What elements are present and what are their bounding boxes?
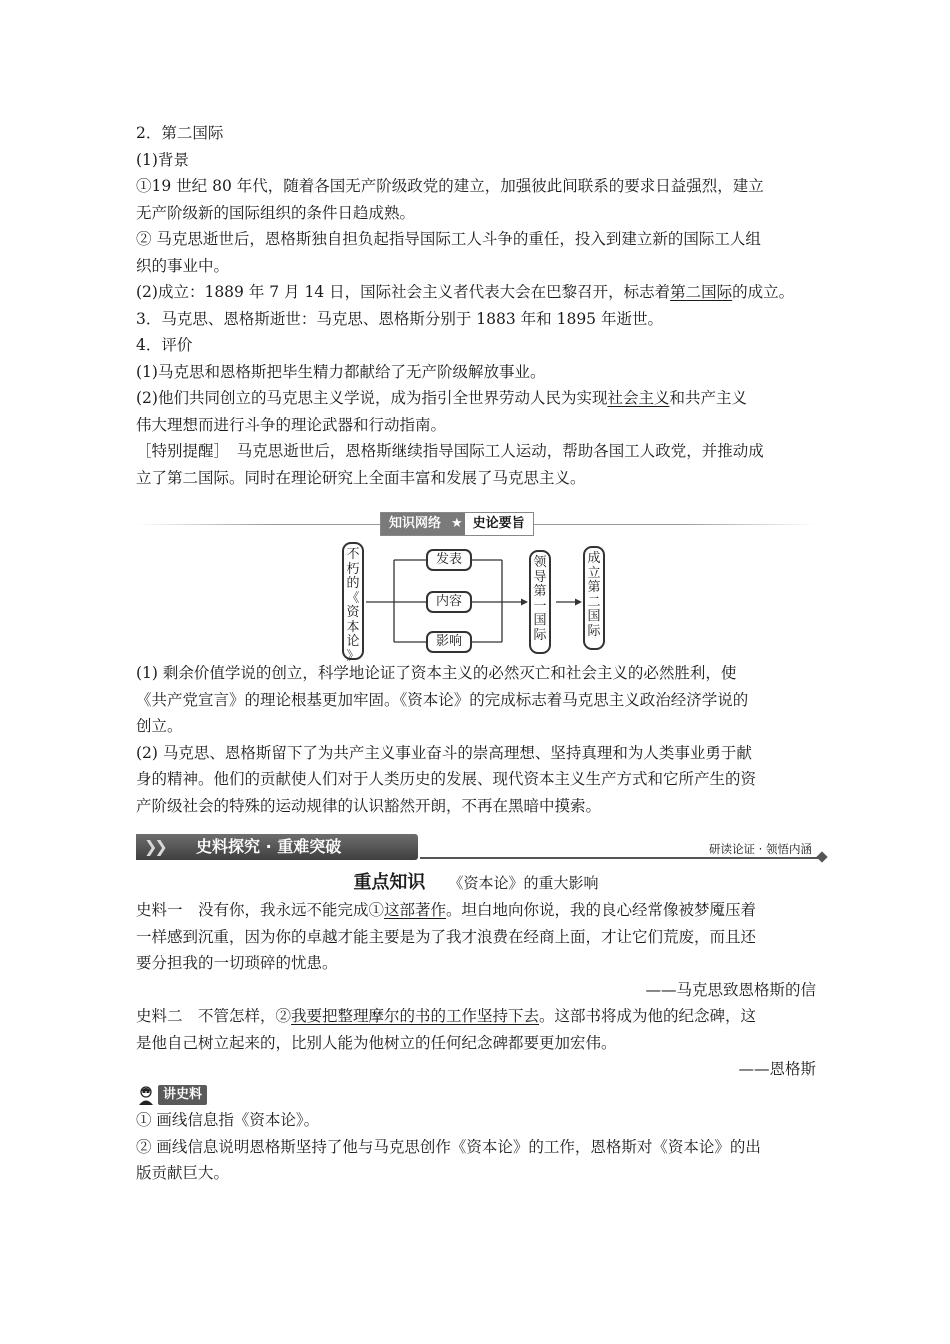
page-content — [136, 120, 816, 1182]
evaluation-2-line-1 — [136, 385, 816, 412]
capital-box — [342, 542, 364, 664]
source-1-tail: 。坦白地向你说，我的良心经常像被梦魇压着 — [446, 901, 757, 919]
star-icon: ★ — [449, 513, 465, 535]
lecture-answer-2-line-2: 版贡献巨大。 — [136, 1164, 230, 1182]
history-theme-label: 史论要旨 — [465, 513, 533, 535]
double-chevron-icon: ❯❯ — [144, 837, 165, 856]
lecture-block — [136, 1107, 816, 1187]
this-work-underline: 这部著作 — [384, 901, 447, 919]
box-char: 成 — [587, 551, 601, 566]
background-title: (1)背景 — [136, 150, 189, 169]
evaluation-2-text: (2)他们共同创立的马克思主义学说，成为指引全世界劳动人民为实现 — [136, 389, 608, 407]
source-1-text: 史料一 没有你，我永远不能完成① — [136, 901, 385, 919]
source-2-line-2: 是他自己树立起来的，比别人能为他树立的任何纪念碑都要更加宏伟。 — [136, 1033, 617, 1052]
establishment-tail: 的成立。 — [732, 283, 795, 301]
section-2-heading: 2．第二国际 — [136, 124, 224, 142]
key-point-heading — [136, 868, 816, 894]
box-char: 二 — [587, 594, 601, 610]
box-char: 领 — [533, 555, 547, 570]
key-point-title: 重点知识 — [353, 872, 426, 893]
summary-1-line-3: 创立。 — [136, 717, 183, 735]
branch-content: 内容 — [426, 591, 472, 613]
box-char: 第 — [533, 584, 547, 599]
summary-block — [136, 660, 816, 819]
branch-publication: 发表 — [426, 549, 472, 571]
special-tip-line-2: 立了第二国际。同时在理论研究上全面丰富和发展了马克思主义。 — [136, 468, 586, 487]
lead-first-international-box — [529, 550, 551, 654]
knowledge-diagram — [342, 540, 622, 662]
source-1-line-2: 一样感到沉重，因为你的卓越才能主要是为了我才浪费在经商上面，才让它们荒废，而且还 — [136, 927, 757, 946]
source-2-line-1 — [136, 1003, 816, 1030]
source-2-text: 史料二 不管怎样，② — [136, 1007, 292, 1025]
diamond-icon — [816, 851, 827, 862]
lecture-tag: 讲史料 — [158, 1085, 207, 1105]
box-char: 导 — [533, 569, 547, 585]
summary-1-line-2: 《共产党宣言》的理论根基更加牢固。《资本论》的完成标志着马克思主义政治经济学说的 — [136, 690, 749, 709]
summary-1-line-1: (1) 剩余价值学说的创立，科学地论证了资本主义的必然灭亡和社会主义的必然胜利，使 — [136, 664, 737, 682]
box-char: 际 — [587, 623, 601, 639]
evaluation-2-tail: 和共产主义 — [669, 389, 747, 407]
box-char: 第 — [587, 580, 601, 595]
organize-book-underline: 我要把整理摩尔的书的工作坚持下去 — [291, 1007, 540, 1025]
key-point-subtitle: 《资本论》的重大影响 — [448, 874, 599, 892]
summary-2-line-2: 身的精神。他们的贡献使人们对于人类历史的发展、现代资本主义生产方式和它所产生的资 — [136, 770, 757, 788]
source-1-line-1 — [136, 897, 816, 924]
source-2-citation: ——恩格斯 — [738, 1060, 816, 1078]
capital-box-char: 》 — [346, 648, 360, 664]
knowledge-network-tag — [380, 512, 534, 536]
lecture-answer-1: ① 画线信息指《资本论》。 — [136, 1111, 320, 1129]
socialism-underline: 社会主义 — [607, 389, 670, 407]
source-exploration-title: 史料探究 · 重难突破 — [196, 837, 342, 856]
source-1-citation: ——马克思致恩格斯的信 — [645, 980, 816, 999]
box-char: 际 — [533, 627, 547, 643]
source-exploration-tag — [136, 834, 418, 860]
background-point-2-line-2: 织的事业中。 — [136, 256, 230, 275]
second-international-underline: 第二国际 — [670, 283, 733, 301]
summary-2-line-3: 产阶级社会的特殊的运动规律的认识豁然开朗，不再在黑暗中摸索。 — [136, 796, 602, 815]
box-char: 国 — [587, 609, 601, 624]
source-1-line-3: 要分担我的一切琐碎的忧患。 — [136, 954, 338, 972]
capital-box-char: 资 — [346, 605, 360, 620]
source-exploration-banner — [136, 834, 826, 862]
lecture-tag-row — [136, 1084, 207, 1106]
section-3-text: 3．马克思、恩格斯逝世：马克思、恩格斯分别于 1883 年和 1895 年逝世。 — [136, 309, 663, 328]
banner-rule — [420, 857, 820, 859]
capital-box-char: 《 — [346, 590, 360, 606]
branch-influence: 影响 — [426, 631, 472, 653]
summary-2-line-1: (2) 马克思、恩格斯留下了为共产主义事业奋斗的崇高理想、坚持真理和为人类事业勇于献 — [136, 743, 752, 762]
teacher-icon — [136, 1085, 156, 1105]
lecture-answer-2-line-1: ② 画线信息说明恩格斯坚持了他与马克思创作《资本论》的工作，恩格斯对《资本论》的出 — [136, 1137, 761, 1156]
special-tip-line-1: ［特别提醒］ 马克思逝世后，恩格斯继续指导国际工人运动，帮助各国工人政党，并推动成 — [136, 442, 764, 460]
background-point-1-line-1: ①19 世纪 80 年代，随着各国无产阶级政党的建立，加强彼此间联系的要求日益强烈，建立 — [136, 177, 764, 195]
background-point-2-line-1: ② 马克思逝世后，恩格斯独自担负起指导国际工人斗争的重任，投入到建立新的国际工人组 — [136, 230, 761, 248]
diagram-connectors — [342, 540, 622, 662]
section-4-heading: 4．评价 — [136, 336, 193, 354]
establishment-line — [136, 279, 816, 306]
banner-subtitle: 研读论证 · 领悟内涵 — [709, 842, 812, 856]
source-2-tail: 。这部书将成为他的纪念碑，这 — [539, 1007, 757, 1025]
evaluation-1: (1)马克思和恩格斯把毕生精力都献给了无产阶级解放事业。 — [136, 362, 546, 381]
box-char: 立 — [587, 565, 601, 581]
capital-box-char: 的 — [346, 576, 360, 591]
found-second-international-box — [583, 546, 605, 650]
capital-box-char: 论 — [346, 634, 360, 649]
knowledge-network-banner — [136, 512, 816, 536]
box-char: 国 — [533, 613, 547, 628]
evaluation-2-line-2: 伟大理想而进行斗争的理论武器和行动指南。 — [136, 415, 447, 434]
knowledge-network-label: 知识网络 — [381, 513, 449, 535]
establishment-text: (2)成立：1889 年 7 月 14 日，国际社会主义者代表大会在巴黎召开，标志着 — [136, 283, 671, 301]
background-point-1-line-2: 无产阶级新的国际组织的条件日趋成熟。 — [136, 203, 416, 222]
capital-box-char: 不 — [346, 547, 360, 562]
capital-box-char: 朽 — [346, 561, 360, 577]
sources-block — [136, 897, 816, 1083]
capital-box-char: 本 — [346, 619, 360, 635]
box-char: 一 — [533, 598, 547, 614]
